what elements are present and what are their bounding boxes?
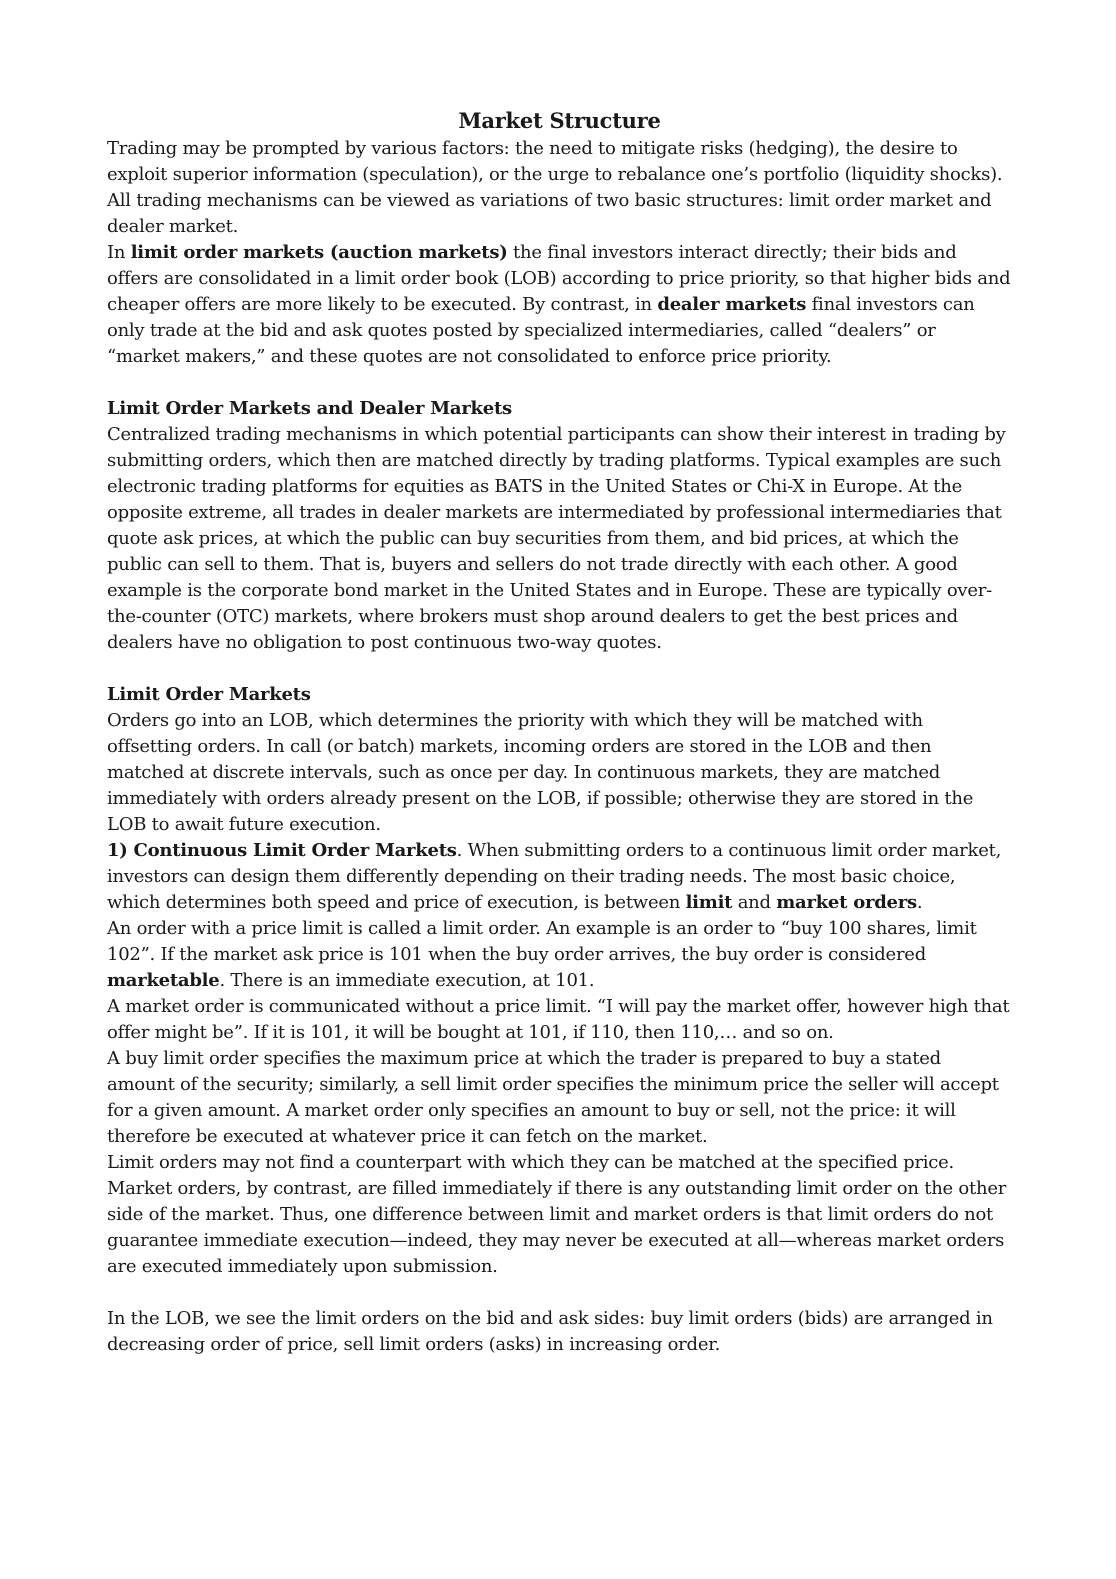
section2-paragraph-4: A market order is communicated without a price limit. “I will pay the market offer, however high that offer might be”. If it is 101, it will be bought at 101, if 110, then 110,… and so on. (107, 996, 1010, 1043)
continuous-limit-order-markets-label: 1) Continuous Limit Order Markets (107, 840, 457, 861)
section2-paragraph-3 (107, 916, 1012, 994)
spacer (107, 656, 1012, 682)
section-heading-limit-order-markets: Limit Order Markets (107, 684, 311, 705)
page-title: Market Structure (458, 108, 661, 133)
section2-paragraph-2 (107, 838, 1012, 916)
document-page (107, 106, 1012, 1358)
intro-paragraph-2: All trading mechanisms can be viewed as variations of two basic structures: limit order market and dealer market. (107, 190, 992, 237)
section2-p3-text-a: An order with a price limit is called a limit order. An example is an order to “buy 100 shares, limit 102”. If the market ask price is 101 when the buy order arrives, the buy order is considered (107, 918, 977, 965)
intro-p3-bold-limit-order-markets: limit order markets (auction markets) (130, 242, 508, 263)
intro-paragraph-1: Trading may be prompted by various factors: the need to mitigate risks (hedging), the desire to exploit superior information (speculation), or the urge to rebalance one’s portfolio (liquidity shocks). (107, 138, 1003, 185)
intro-paragraph-3 (107, 240, 1012, 370)
intro-p3-text-e: final investors can only trade at the bid and ask quotes posted by specialized intermediaries, called “dealers” or “market makers,” and these quotes are not consolidated to enforce price priority. (107, 294, 975, 367)
section2-p2-text-b: . When submitting orders to a continuous limit order market, investors can design them differently depending on their trading needs. The most basic choice, which determines both speed and price of execution, is between (107, 840, 1002, 913)
bold-market-orders: market orders (776, 892, 917, 913)
section2-p3-text-c: . There is an immediate execution, at 101. (219, 970, 595, 991)
section2-p2-text-d: and (732, 892, 777, 913)
spacer (107, 370, 1012, 396)
spacer (107, 1280, 1012, 1306)
section2-paragraph-1: Orders go into an LOB, which determines the priority with which they will be matched with offsetting orders. In call (or batch) markets, incoming orders are stored in the LOB and then matched at discrete intervals, such as once per day. In continuous markets, they are matched immediately with orders already present on the LOB, if possible; otherwise they are stored in the LOB to await future execution. (107, 710, 974, 835)
intro-p3-bold-dealer-markets: dealer markets (657, 294, 807, 315)
bold-marketable: marketable (107, 970, 220, 991)
intro-p3-text-c: the final investors interact directly; their bids and offers are consolidated in a limit order book (LOB) according to price priority, so that higher bids and cheaper offers are more likely to be executed. By contrast, in (107, 242, 1011, 315)
section2-paragraph-6: Limit orders may not find a counterpart with which they can be matched at the specified price. Market orders, by contrast, are filled immediately if there is any outstanding limit order on the other side of the market. Thus, one difference between limit and market orders is that limit orders do not guarantee immediate execution—indeed, they may never be executed at all—whereas market orders are executed immediately upon submission. (107, 1152, 1007, 1277)
section-heading-limit-order-and-dealer-markets: Limit Order Markets and Dealer Markets (107, 398, 512, 419)
section2-paragraph-7: In the LOB, we see the limit orders on the bid and ask sides: buy limit orders (bids) are arranged in decreasing order of price, sell limit orders (asks) in increasing order. (107, 1308, 993, 1355)
intro-p3-text-a: In (107, 242, 131, 263)
bold-limit: limit (685, 892, 733, 913)
section2-p2-text-f: . (916, 892, 923, 913)
section2-paragraph-5: A buy limit order specifies the maximum price at which the trader is prepared to buy a stated amount of the security; similarly, a sell limit order specifies the minimum price the seller will accept for a given amount. A market order only specifies an amount to buy or sell, not the price: it will therefore be executed at whatever price it can fetch on the market. (107, 1048, 999, 1147)
section1-body: Centralized trading mechanisms in which potential participants can show their interest in trading by submitting orders, which then are matched directly by trading platforms. Typical examples are such electronic trading platforms for equities as BATS in the United States or Chi-X in Europe. At the opposite extreme, all trades in dealer markets are intermediated by professional intermediaries that quote ask prices, at which the public can buy securities from them, and bid prices, at which the public can sell to them. That is, buyers and sellers do not trade directly with each other. A good example is the corporate bond market in the United States and in Europe. These are typically over-the-counter (OTC) markets, where brokers must shop around dealers to get the best prices and dealers have no obligation to post continuous two-way quotes. (107, 424, 1006, 653)
